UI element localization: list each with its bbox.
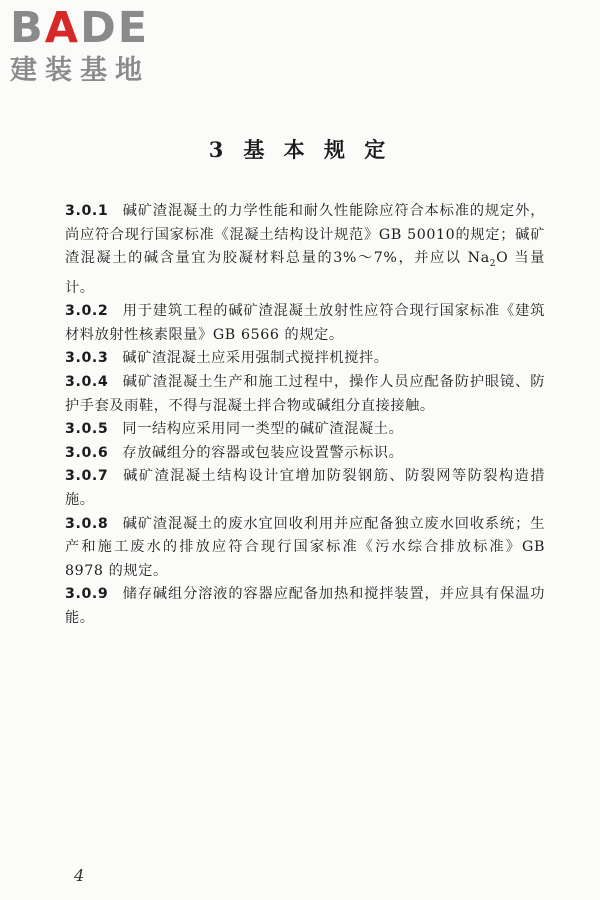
clause-number: 3.0.9 xyxy=(65,586,109,603)
clause-3-0-5 xyxy=(65,418,545,442)
logo-letter-a-accent: A xyxy=(44,3,81,53)
clause-text: 碱矿渣混凝土应采用强制式搅拌机搅拌。 xyxy=(122,350,389,367)
logo-wordmark xyxy=(10,3,178,53)
bade-logo xyxy=(10,3,178,86)
clause-text: 储存碱组分溶液的容器应配备加热和搅拌装置，并应具有保温功能。 xyxy=(65,586,545,626)
chapter-title xyxy=(0,134,600,164)
clause-3-0-4 xyxy=(65,371,545,418)
logo-letter-b: B xyxy=(10,3,45,53)
chapter-number: 3 xyxy=(208,137,230,162)
clause-number: 3.0.7 xyxy=(65,468,109,485)
clause-text: 碱矿渣混凝土生产和施工过程中，操作人员应配备防护眼镜、防护手套及雨鞋，不得与混凝土拌合物或碱组分直接接触。 xyxy=(65,373,545,414)
clause-text: 同一结构应采用同一类型的碱矿渣混凝土。 xyxy=(122,421,404,438)
clause-3-0-2 xyxy=(65,300,545,347)
clause-text: 碱矿渣混凝土的力学性能和耐久性能除应符合本标准的规定外，尚应符合现行国家标准《混凝土结构设计规范》GB 50010的规定；碱矿渣混凝土的碱含量宜为胶凝材料总量的3%～7%，并应以 Na xyxy=(65,203,545,267)
clause-number: 3.0.8 xyxy=(65,515,109,532)
logo-subtitle: 建装基地 xyxy=(10,55,150,86)
chapter-title-text: 基 本 规 定 xyxy=(243,137,392,162)
logo-letters-de: DE xyxy=(80,3,150,53)
clause-text-continued: O 当量计。 xyxy=(65,250,545,296)
clause-number: 3.0.2 xyxy=(65,303,109,320)
clause-3-0-9 xyxy=(65,583,545,630)
clause-3-0-6 xyxy=(65,442,545,466)
clause-number: 3.0.3 xyxy=(65,350,109,367)
clause-number: 3.0.1 xyxy=(65,203,109,219)
clause-text: 存放碱组分的容器或包装应设置警示标识。 xyxy=(122,444,404,461)
clause-subscript: 2 xyxy=(489,259,497,270)
page-number: 4 xyxy=(74,866,85,885)
clause-number: 3.0.4 xyxy=(65,373,109,390)
clause-3-0-7 xyxy=(65,465,545,512)
clause-text: 碱矿渣混凝土结构设计宜增加防裂钢筋、防裂网等防裂构造措施。 xyxy=(65,468,545,508)
clause-3-0-1 xyxy=(65,200,545,300)
clause-text: 用于建筑工程的碱矿渣混凝土放射性应符合现行国家标准《建筑材料放射性核素限量》GB 6566 的规定。 xyxy=(65,303,545,343)
clause-list xyxy=(65,200,545,631)
clause-number: 3.0.5 xyxy=(65,421,109,438)
clause-number: 3.0.6 xyxy=(65,444,109,461)
clause-3-0-8 xyxy=(65,513,545,584)
clause-text: 碱矿渣混凝土的废水宜回收利用并应配备独立废水回收系统；生产和施工废水的排放应符合现行国家标准《污水综合排放标准》GB 8978 的规定。 xyxy=(65,515,545,579)
clause-3-0-3 xyxy=(65,347,545,371)
